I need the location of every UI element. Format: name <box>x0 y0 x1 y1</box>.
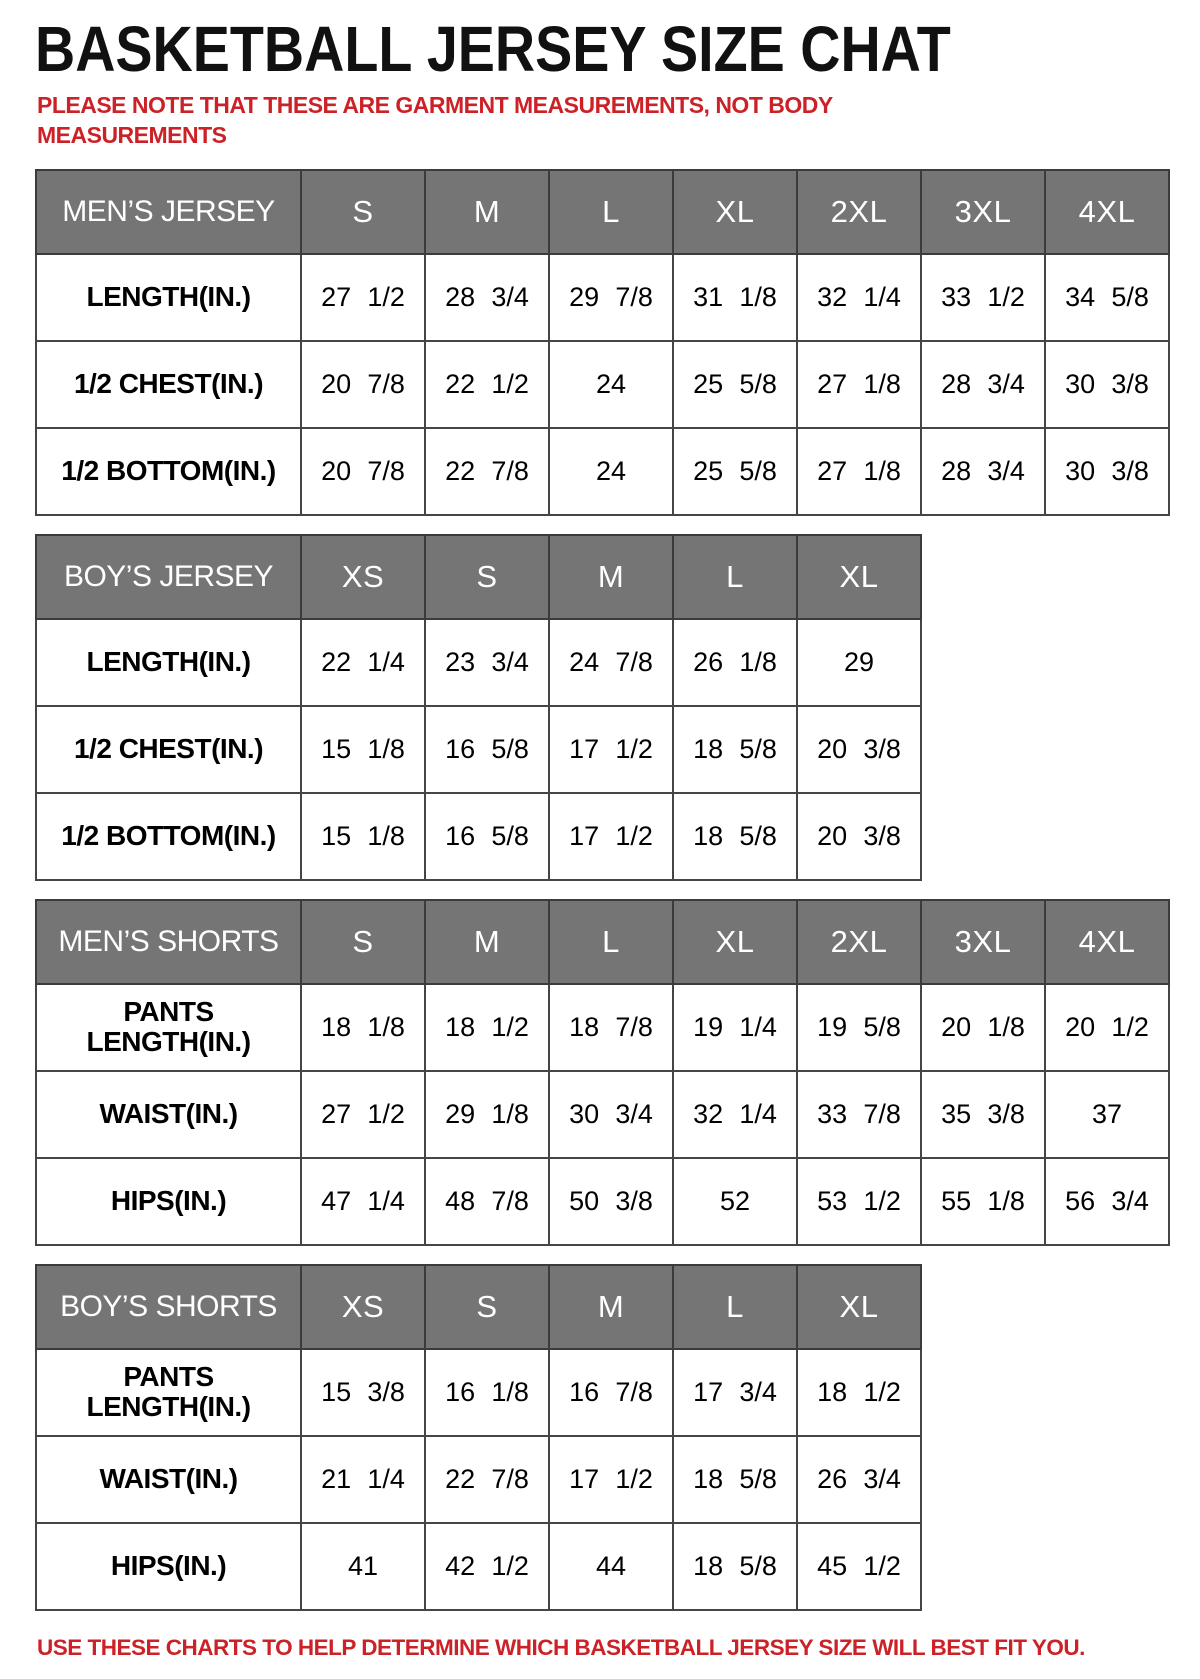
value-cell: 55 1/8 <box>921 1158 1045 1245</box>
value-cell: 20 1/8 <box>921 984 1045 1071</box>
table-row <box>36 793 921 880</box>
value-cell: 27 1/2 <box>301 254 425 341</box>
value-cell: 35 3/8 <box>921 1071 1045 1158</box>
table-row <box>36 706 921 793</box>
value-cell: 17 1/2 <box>549 706 673 793</box>
value-cell: 28 3/4 <box>921 428 1045 515</box>
value-cell: 27 1/8 <box>797 428 921 515</box>
value-cell: 16 5/8 <box>425 793 549 880</box>
value-cell: 15 1/8 <box>301 706 425 793</box>
size-col-xl: XL <box>673 170 797 254</box>
value-cell: 31 1/8 <box>673 254 797 341</box>
value-cell: 24 <box>549 428 673 515</box>
mens-shorts-table <box>35 899 1170 1246</box>
value-cell: 15 3/8 <box>301 1349 425 1436</box>
value-cell: 28 3/4 <box>921 341 1045 428</box>
mens-shorts-section <box>35 899 1170 1246</box>
value-cell: 20 1/2 <box>1045 984 1169 1071</box>
value-cell: 18 1/2 <box>797 1349 921 1436</box>
value-cell: 30 3/4 <box>549 1071 673 1158</box>
size-col-s: S <box>301 170 425 254</box>
size-col-2xl: 2XL <box>797 900 921 984</box>
value-cell: 33 1/2 <box>921 254 1045 341</box>
size-col-4xl: 4XL <box>1045 170 1169 254</box>
table-row <box>36 1436 921 1523</box>
value-cell: 25 5/8 <box>673 428 797 515</box>
row-label: PANTS LENGTH(IN.) <box>36 984 301 1071</box>
table-row <box>36 1158 1169 1245</box>
size-col-s: S <box>425 535 549 619</box>
boys-shorts-header-row <box>36 1265 921 1349</box>
mens-jersey-header-row <box>36 170 1169 254</box>
row-label: 1/2 BOTTOM(IN.) <box>36 793 301 880</box>
boys-jersey-section <box>35 534 1170 881</box>
value-cell: 37 <box>1045 1071 1169 1158</box>
value-cell: 18 5/8 <box>673 706 797 793</box>
value-cell: 22 7/8 <box>425 428 549 515</box>
boys-shorts-header-label: BOY’S SHORTS <box>36 1265 301 1349</box>
value-cell: 23 3/4 <box>425 619 549 706</box>
size-col-4xl: 4XL <box>1045 900 1169 984</box>
value-cell: 16 1/8 <box>425 1349 549 1436</box>
table-row <box>36 341 1169 428</box>
value-cell: 19 1/4 <box>673 984 797 1071</box>
value-cell: 47 1/4 <box>301 1158 425 1245</box>
row-label: HIPS(IN.) <box>36 1523 301 1610</box>
value-cell: 24 7/8 <box>549 619 673 706</box>
value-cell: 42 1/2 <box>425 1523 549 1610</box>
value-cell: 33 7/8 <box>797 1071 921 1158</box>
size-col-xl: XL <box>797 535 921 619</box>
page-title: BASKETBALL JERSEY SIZE CHAT <box>35 13 951 85</box>
row-label: PANTS LENGTH(IN.) <box>36 1349 301 1436</box>
value-cell: 18 5/8 <box>673 793 797 880</box>
row-label: HIPS(IN.) <box>36 1158 301 1245</box>
table-row <box>36 619 921 706</box>
value-cell: 32 1/4 <box>797 254 921 341</box>
value-cell: 30 3/8 <box>1045 341 1169 428</box>
size-col-3xl: 3XL <box>921 170 1045 254</box>
value-cell: 25 5/8 <box>673 341 797 428</box>
value-cell: 34 5/8 <box>1045 254 1169 341</box>
mens-jersey-section <box>35 169 1170 516</box>
table-row <box>36 1523 921 1610</box>
value-cell: 29 7/8 <box>549 254 673 341</box>
row-label: 1/2 CHEST(IN.) <box>36 706 301 793</box>
value-cell: 21 1/4 <box>301 1436 425 1523</box>
value-cell: 26 1/8 <box>673 619 797 706</box>
table-row <box>36 254 1169 341</box>
value-cell: 41 <box>301 1523 425 1610</box>
size-col-m: M <box>549 535 673 619</box>
row-label: 1/2 BOTTOM(IN.) <box>36 428 301 515</box>
value-cell: 22 1/4 <box>301 619 425 706</box>
value-cell: 30 3/8 <box>1045 428 1169 515</box>
size-col-xs: XS <box>301 1265 425 1349</box>
value-cell: 50 3/8 <box>549 1158 673 1245</box>
value-cell: 32 1/4 <box>673 1071 797 1158</box>
mens-shorts-header-row <box>36 900 1169 984</box>
boys-jersey-header-row <box>36 535 921 619</box>
size-col-s: S <box>301 900 425 984</box>
value-cell: 17 1/2 <box>549 1436 673 1523</box>
value-cell: 27 1/8 <box>797 341 921 428</box>
value-cell: 52 <box>673 1158 797 1245</box>
value-cell: 18 1/2 <box>425 984 549 1071</box>
value-cell: 48 7/8 <box>425 1158 549 1245</box>
value-cell: 18 1/8 <box>301 984 425 1071</box>
value-cell: 20 7/8 <box>301 428 425 515</box>
boys-jersey-header-label: BOY’S JERSEY <box>36 535 301 619</box>
value-cell: 18 7/8 <box>549 984 673 1071</box>
value-cell: 29 1/8 <box>425 1071 549 1158</box>
value-cell: 20 7/8 <box>301 341 425 428</box>
boys-shorts-section <box>35 1264 1170 1611</box>
size-col-3xl: 3XL <box>921 900 1045 984</box>
value-cell: 16 5/8 <box>425 706 549 793</box>
size-col-l: L <box>673 535 797 619</box>
value-cell: 17 3/4 <box>673 1349 797 1436</box>
value-cell: 24 <box>549 341 673 428</box>
value-cell: 22 7/8 <box>425 1436 549 1523</box>
size-col-2xl: 2XL <box>797 170 921 254</box>
value-cell: 28 3/4 <box>425 254 549 341</box>
boys-jersey-table <box>35 534 922 881</box>
size-col-m: M <box>425 170 549 254</box>
value-cell: 20 3/8 <box>797 793 921 880</box>
value-cell: 20 3/8 <box>797 706 921 793</box>
tables-area <box>35 169 1170 1611</box>
table-row <box>36 1071 1169 1158</box>
size-col-l: L <box>549 170 673 254</box>
value-cell: 45 1/2 <box>797 1523 921 1610</box>
mens-shorts-header-label: MEN’S SHORTS <box>36 900 301 984</box>
value-cell: 22 1/2 <box>425 341 549 428</box>
size-col-xl: XL <box>673 900 797 984</box>
value-cell: 16 7/8 <box>549 1349 673 1436</box>
row-label: WAIST(IN.) <box>36 1071 301 1158</box>
row-label: LENGTH(IN.) <box>36 619 301 706</box>
size-col-s: S <box>425 1265 549 1349</box>
value-cell: 18 5/8 <box>673 1523 797 1610</box>
value-cell: 17 1/2 <box>549 793 673 880</box>
table-row <box>36 1349 921 1436</box>
value-cell: 18 5/8 <box>673 1436 797 1523</box>
table-row <box>36 428 1169 515</box>
row-label: 1/2 CHEST(IN.) <box>36 341 301 428</box>
value-cell: 19 5/8 <box>797 984 921 1071</box>
value-cell: 29 <box>797 619 921 706</box>
table-row <box>36 984 1169 1071</box>
mens-jersey-table <box>35 169 1170 516</box>
size-col-xs: XS <box>301 535 425 619</box>
row-label: LENGTH(IN.) <box>36 254 301 341</box>
fit-advice-footer: USE THESE CHARTS TO HELP DETERMINE WHICH BASKETBALL JERSEY SIZE WILL BEST FIT YOU. <box>37 1634 1085 1660</box>
value-cell: 56 3/4 <box>1045 1158 1169 1245</box>
value-cell: 27 1/2 <box>301 1071 425 1158</box>
value-cell: 44 <box>549 1523 673 1610</box>
size-col-l: L <box>673 1265 797 1349</box>
size-col-m: M <box>425 900 549 984</box>
size-col-m: M <box>549 1265 673 1349</box>
value-cell: 26 3/4 <box>797 1436 921 1523</box>
mens-jersey-header-label: MEN’S JERSEY <box>36 170 301 254</box>
size-col-xl: XL <box>797 1265 921 1349</box>
boys-shorts-table <box>35 1264 922 1611</box>
value-cell: 53 1/2 <box>797 1158 921 1245</box>
row-label: WAIST(IN.) <box>36 1436 301 1523</box>
size-col-l: L <box>549 900 673 984</box>
garment-measurements-note: PLEASE NOTE THAT THESE ARE GARMENT MEASUREMENTS, NOT BODY MEASUREMENTS <box>37 92 833 149</box>
value-cell: 15 1/8 <box>301 793 425 880</box>
